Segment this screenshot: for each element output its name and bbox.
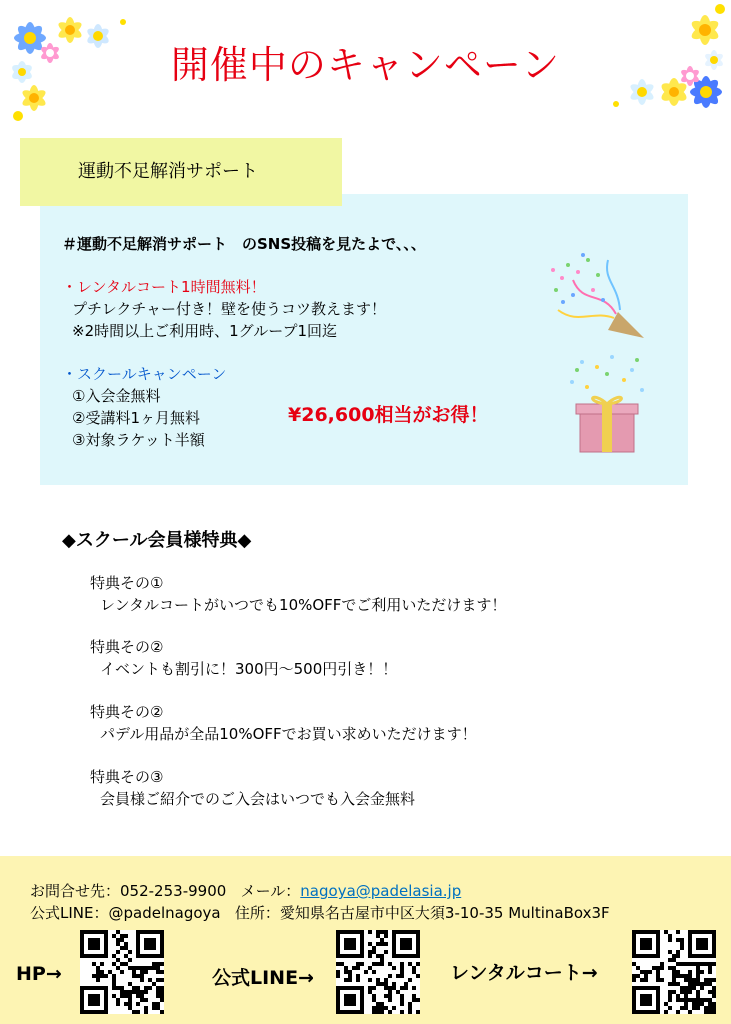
benefit-label-4: 特典その③ bbox=[90, 768, 164, 786]
campaign-subtitle: 運動不足解消サポート bbox=[20, 138, 342, 206]
rental-line-2: ※2時間以上ご利用時、1グループ1回迄 bbox=[72, 322, 338, 340]
benefit-text-1: レンタルコートがいつでも10%OFFでご利用いただけます！ bbox=[100, 596, 507, 614]
benefit-label-2: 特典その② bbox=[90, 638, 164, 656]
rental-heading: ・レンタルコート1時間無料！ bbox=[62, 278, 266, 296]
school-heading: ・スクールキャンペーン bbox=[62, 365, 227, 383]
page-title: 開催中のキャンペーン bbox=[170, 43, 561, 87]
benefit-label-1: 特典その① bbox=[90, 574, 164, 592]
mail-label: メール： bbox=[240, 882, 301, 900]
hp-link-label: HP→ bbox=[16, 963, 62, 985]
party-popper-icon bbox=[548, 250, 648, 342]
line-label: 公式LINE： bbox=[30, 904, 109, 922]
mail-link[interactable]: nagoya@padelasia.jp bbox=[300, 882, 462, 900]
address-text: 愛知県名古屋市中区大須3-10-35 MultinaBox3F bbox=[279, 904, 610, 922]
contact-line-1 bbox=[30, 880, 461, 901]
rental-link-label: レンタルコート→ bbox=[450, 962, 598, 984]
rental-qr-code-icon[interactable] bbox=[632, 930, 716, 1014]
rental-line-1: プチレクチャー付き！壁を使うコツ教えます！ bbox=[72, 300, 386, 318]
savings-highlight: ¥26,600相当がお得！ bbox=[288, 404, 489, 426]
school-item-1: ①入会金無料 bbox=[72, 387, 161, 405]
benefit-text-2: イベントも割引に！300円～500円引き！！ bbox=[100, 660, 398, 678]
campaign-intro: ＃運動不足解消サポート のSNS投稿を見たよで、、、 bbox=[62, 235, 426, 253]
benefit-text-3: パデル用品が全品10%OFFでお買い求めいただけます！ bbox=[100, 725, 477, 743]
line-qr-code-icon[interactable] bbox=[336, 930, 420, 1014]
address-label: 住所： bbox=[234, 904, 280, 922]
gift-box-icon bbox=[562, 352, 654, 456]
benefit-label-3: 特典その② bbox=[90, 703, 164, 721]
school-item-2: ②受講料1ヶ月無料 bbox=[72, 409, 200, 427]
benefits-title: ◆スクール会員様特典◆ bbox=[62, 530, 252, 551]
line-link-label: 公式LINE→ bbox=[212, 967, 314, 989]
benefit-text-4: 会員様ご紹介でのご入会はいつでも入会金無料 bbox=[100, 790, 416, 808]
hp-qr-code-icon[interactable] bbox=[80, 930, 164, 1014]
contact-line-2 bbox=[30, 902, 610, 923]
line-id: @padelnagoya bbox=[108, 904, 221, 922]
phone-number: 052-253-9900 bbox=[120, 882, 227, 900]
school-item-3: ③対象ラケット半額 bbox=[72, 431, 205, 449]
phone-label: お問合せ先： bbox=[30, 882, 121, 900]
